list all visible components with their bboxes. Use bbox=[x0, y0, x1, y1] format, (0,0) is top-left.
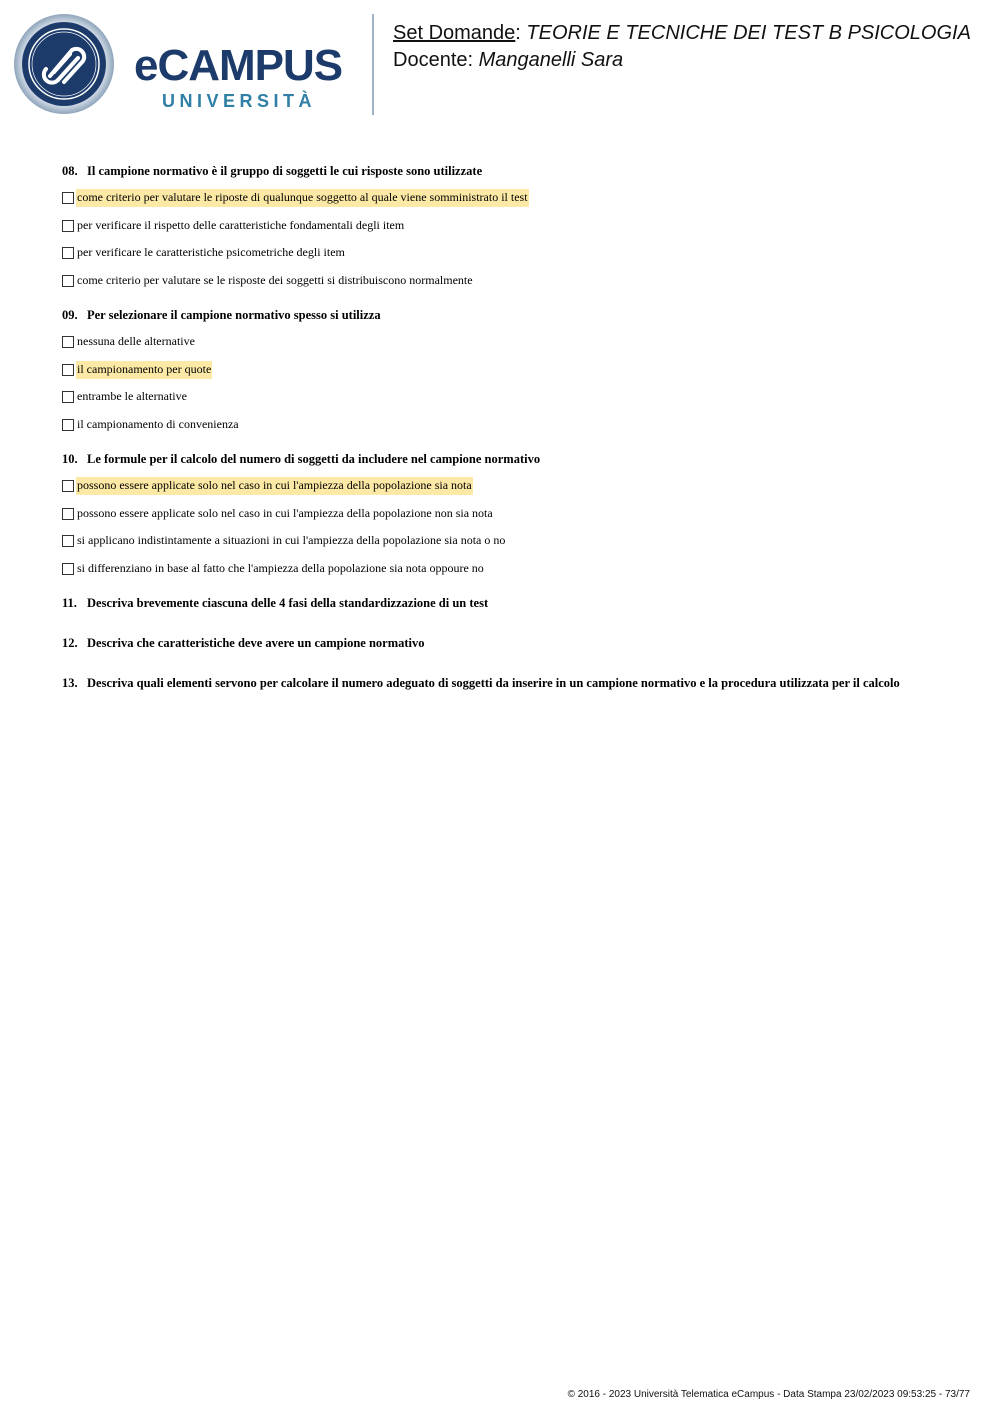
question-text: Per selezionare il campione normativo spesso si utilizza bbox=[87, 308, 381, 322]
answer-option[interactable] bbox=[62, 477, 972, 496]
question-block bbox=[62, 450, 972, 578]
checkbox[interactable] bbox=[62, 364, 74, 376]
ecampus-logo bbox=[14, 14, 359, 118]
option-text: si differenziano in base al fatto che l'ampiezza della popolazione sia nota oppoure no bbox=[77, 560, 484, 575]
option-text: per verificare il rispetto delle caratteristiche fondamentali degli item bbox=[77, 217, 405, 232]
answer-option[interactable] bbox=[62, 244, 972, 263]
question-block bbox=[62, 306, 972, 434]
question-text: Descriva quali elementi servono per calcolare il numero adeguato di soggetti da inserire in un campione normativo e la procedura utilizzata per il calcolo bbox=[87, 676, 900, 690]
question-text: Descriva che caratteristiche deve avere un campione normativo bbox=[87, 636, 425, 650]
question-number: 11. bbox=[62, 596, 77, 610]
question-text: Le formule per il calcolo del numero di soggetti da includere nel campione normativo bbox=[87, 452, 541, 466]
question-block bbox=[62, 674, 972, 692]
answer-option[interactable] bbox=[62, 504, 972, 523]
question-text: Il campione normativo è il gruppo di soggetti le cui risposte sono utilizzate bbox=[87, 164, 483, 178]
option-text: nessuna delle alternative bbox=[77, 334, 195, 348]
answer-option[interactable] bbox=[62, 333, 972, 352]
page-footer: © 2016 - 2023 Università Telematica eCampus - Data Stampa 23/02/2023 09:53:25 - 73/77 bbox=[567, 1389, 970, 1400]
answer-option[interactable] bbox=[62, 559, 972, 578]
answer-option[interactable] bbox=[62, 360, 972, 379]
teacher-line bbox=[393, 47, 973, 74]
question-heading bbox=[62, 594, 972, 612]
question-heading bbox=[62, 450, 972, 468]
checkbox[interactable] bbox=[62, 480, 74, 492]
question-heading bbox=[62, 162, 972, 180]
page-header bbox=[0, 0, 1000, 130]
checkbox[interactable] bbox=[62, 192, 74, 204]
answer-option[interactable] bbox=[62, 415, 972, 434]
option-text: il campionamento per quote bbox=[76, 361, 212, 379]
option-text: come criterio per valutare le riposte di qualunque soggetto al quale viene somministrato il test bbox=[76, 189, 529, 207]
option-text: si applicano indistintamente a situazioni in cui l'ampiezza della popolazione sia nota o no bbox=[77, 533, 506, 547]
option-text: possono essere applicate solo nel caso in cui l'ampiezza della popolazione sia nota bbox=[76, 477, 473, 495]
option-text: il campionamento di convenienza bbox=[77, 416, 239, 431]
question-number: 10. bbox=[62, 452, 78, 466]
question-heading bbox=[62, 634, 972, 652]
option-text: entrambe le alternative bbox=[77, 389, 187, 403]
set-title: TEORIE E TECNICHE DEI TEST B PSICOLOGIA bbox=[526, 22, 971, 44]
answer-option[interactable] bbox=[62, 388, 972, 407]
answer-option[interactable] bbox=[62, 189, 972, 208]
question-number: 09. bbox=[62, 308, 78, 322]
question-number: 12. bbox=[62, 636, 78, 650]
question-block bbox=[62, 634, 972, 652]
option-text: come criterio per valutare se le risposte dei soggetti si distribuiscono normalmente bbox=[77, 272, 473, 287]
checkbox[interactable] bbox=[62, 508, 74, 520]
teacher-label: Docente: bbox=[393, 49, 474, 71]
question-number: 13. bbox=[62, 676, 78, 690]
question-number: 08. bbox=[62, 164, 78, 178]
checkbox[interactable] bbox=[62, 535, 74, 547]
header-info bbox=[393, 20, 973, 74]
checkbox[interactable] bbox=[62, 391, 74, 403]
checkbox[interactable] bbox=[62, 220, 74, 232]
svg-text:UNIVERSITÀ: UNIVERSITÀ bbox=[162, 91, 317, 111]
svg-text:eCAMPUS: eCAMPUS bbox=[134, 41, 343, 90]
set-label: Set Domande bbox=[393, 22, 516, 44]
answer-option[interactable] bbox=[62, 532, 972, 551]
answer-option[interactable] bbox=[62, 271, 972, 290]
option-text: possono essere applicate solo nel caso in cui l'ampiezza della popolazione non sia nota bbox=[77, 505, 493, 520]
question-block bbox=[62, 594, 972, 612]
option-text: per verificare le caratteristiche psicometriche degli item bbox=[77, 245, 345, 259]
answer-option[interactable] bbox=[62, 216, 972, 235]
questions-list bbox=[62, 162, 972, 714]
teacher-name: Manganelli Sara bbox=[478, 49, 624, 71]
set-title-line: Set Domande: TEORIE E TECNICHE DEI TEST B PSICOLOGIA bbox=[393, 22, 971, 44]
checkbox[interactable] bbox=[62, 275, 74, 287]
question-text: Descriva brevemente ciascuna delle 4 fasi della standardizzazione di un test bbox=[87, 596, 489, 610]
question-block bbox=[62, 162, 972, 290]
checkbox[interactable] bbox=[62, 336, 74, 348]
checkbox[interactable] bbox=[62, 419, 74, 431]
header-divider bbox=[372, 14, 374, 115]
checkbox[interactable] bbox=[62, 247, 74, 259]
checkbox[interactable] bbox=[62, 563, 74, 575]
question-heading bbox=[62, 306, 972, 324]
question-heading bbox=[62, 674, 972, 692]
